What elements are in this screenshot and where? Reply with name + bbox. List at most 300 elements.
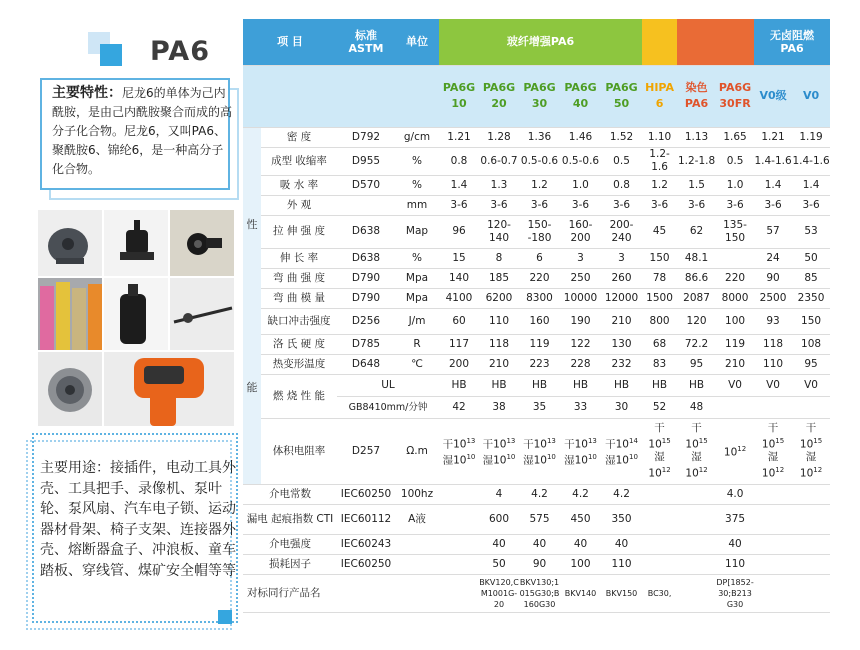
property-name: 弯 曲 强 度 (261, 268, 337, 288)
grade-label: PA6G (718, 81, 752, 94)
property-standard: IEC60250 (337, 554, 395, 574)
property-value: 1500 (642, 288, 677, 308)
features-heading: 主要特性： (52, 85, 122, 101)
property-value (677, 554, 716, 574)
grade-label: PA6 (684, 97, 709, 110)
property-value: 110 (716, 554, 754, 574)
property-row (243, 215, 830, 248)
property-row (243, 127, 830, 147)
property-value: 6 (519, 248, 560, 268)
property-standard: D955 (337, 147, 395, 175)
property-value: 160-200 (560, 215, 601, 248)
property-value: 4.2 (601, 484, 642, 504)
category-label: 性 (246, 217, 258, 231)
property-value: 0.5 (601, 147, 642, 175)
property-name: 洛 氏 硬 度 (261, 334, 337, 354)
color-tubes-photo (38, 278, 102, 350)
property-unit: A液 (395, 504, 439, 534)
benchmark-value (439, 574, 479, 612)
property-value: 1.2 (642, 175, 677, 195)
product-photo-grid (38, 210, 234, 426)
property-value: 10000 (560, 288, 601, 308)
property-value (754, 534, 792, 554)
property-value (439, 484, 479, 504)
property-name: 密 度 (261, 127, 337, 147)
header-unit: 单位 (395, 19, 439, 65)
grade-label: V0 (802, 89, 820, 102)
benchmark-value (792, 574, 830, 612)
property-value: 200-240 (601, 215, 642, 248)
property-name: 拉 伸 强 度 (261, 215, 337, 248)
grade-label: V0级 (759, 89, 787, 102)
property-value: 160 (519, 308, 560, 334)
property-value: 1.65 (716, 127, 754, 147)
property-value: 50 (479, 554, 519, 574)
property-value: 0.6-0.7 (479, 147, 519, 175)
property-standard: D256 (337, 308, 395, 334)
property-value: 600 (479, 504, 519, 534)
property-row (243, 248, 830, 268)
property-value: 3-6 (479, 195, 519, 215)
flame-row (243, 374, 830, 396)
property-value: 38 (479, 396, 519, 418)
property-value: 260 (601, 268, 642, 288)
property-value: 2087 (677, 288, 716, 308)
properties-table-wrapper (243, 19, 830, 613)
property-value (642, 504, 677, 534)
resistivity-value: 干 $10^{15}$ 湿 $10^{12}$ (792, 418, 830, 484)
grade-label: 10 (451, 97, 467, 110)
benchmark-value: BKV140 (560, 574, 601, 612)
property-value: 3-6 (677, 195, 716, 215)
property-value: 53 (792, 215, 830, 248)
property-value (439, 534, 479, 554)
resistivity-value: 干$10^{13}$ 湿$10^{10}$ (479, 418, 519, 484)
property-value: 3 (601, 248, 642, 268)
property-unit: Map (395, 215, 439, 248)
property-value: 0.8 (601, 175, 642, 195)
grade-header (677, 65, 716, 127)
grade-label: 20 (491, 97, 507, 110)
property-value (792, 534, 830, 554)
property-value: 48.1 (677, 248, 716, 268)
grade-header (560, 65, 601, 127)
resistivity-value: 干$10^{14}$ 湿$10^{10}$ (601, 418, 642, 484)
property-value: 8300 (519, 288, 560, 308)
property-value: 2350 (792, 288, 830, 308)
property-value: 42 (439, 396, 479, 418)
property-row (243, 334, 830, 354)
benchmark-value: BKV150 (601, 574, 642, 612)
property-value: 4 (479, 484, 519, 504)
property-value: HB (519, 374, 560, 396)
electrical-row (243, 554, 830, 574)
property-value (754, 396, 792, 418)
property-value (716, 248, 754, 268)
grade-label: 30 (531, 97, 548, 110)
property-name: 外 观 (261, 195, 337, 215)
property-row (243, 147, 830, 175)
header-standard: 标准 ASTM (337, 19, 395, 65)
property-value: 60 (439, 308, 479, 334)
grade-label: 6 (655, 97, 664, 110)
property-value: 6200 (479, 288, 519, 308)
property-value: 1.0 (560, 175, 601, 195)
property-value: 95 (677, 354, 716, 374)
property-value: 1.2-1.8 (677, 147, 716, 175)
property-value: 140 (439, 268, 479, 288)
property-value (439, 554, 479, 574)
property-value: 150 (642, 248, 677, 268)
property-value: 85 (792, 268, 830, 288)
resistivity-value: 干$10^{13}$ 湿$10^{10}$ (560, 418, 601, 484)
property-value: 1.5 (677, 175, 716, 195)
property-unit: Mpa (395, 288, 439, 308)
benchmark-value (754, 574, 792, 612)
property-value: 150 (792, 308, 830, 334)
property-value: 40 (560, 534, 601, 554)
property-value: 83 (642, 354, 677, 374)
property-value: 118 (479, 334, 519, 354)
property-value: 1.3 (479, 175, 519, 195)
property-value (642, 484, 677, 504)
property-value: 220 (519, 268, 560, 288)
grade-label: HIPA (645, 81, 674, 94)
grade-header (716, 65, 754, 127)
property-row (243, 308, 830, 334)
property-value: 1.52 (601, 127, 642, 147)
property-name: 燃 烧 性 能 (261, 374, 337, 418)
resistivity-value: 干 $10^{15}$ 湿 $10^{12}$ (754, 418, 792, 484)
resistivity-value: 干$10^{13}$ 湿$10^{10}$ (519, 418, 560, 484)
grade-header (792, 65, 830, 127)
property-standard: IEC60243 (337, 534, 395, 554)
property-value: HB (601, 374, 642, 396)
property-value: 40 (601, 534, 642, 554)
header-hipa-group (642, 19, 677, 65)
property-value: 48 (677, 396, 716, 418)
property-value: HB (479, 374, 519, 396)
property-value: 45 (642, 215, 677, 248)
property-value: 1.2 (519, 175, 560, 195)
property-value: 228 (560, 354, 601, 374)
benchmark-value: DP[1852-30;B213G30 (716, 574, 754, 612)
decor-square (218, 610, 232, 624)
property-value (754, 504, 792, 534)
property-standard: GB8410mm/分钟 (337, 396, 439, 418)
grade-row-spacer (243, 65, 439, 127)
resistivity-value: 干 $10^{15}$ 湿 $10^{12}$ (642, 418, 677, 484)
category-cell (243, 127, 261, 484)
property-value (642, 554, 677, 574)
property-value: V0 (716, 374, 754, 396)
property-value: 190 (560, 308, 601, 334)
connector-photo (170, 210, 234, 276)
property-value: 100 (716, 308, 754, 334)
property-value: 135-150 (716, 215, 754, 248)
property-unit: Ω.m (395, 418, 439, 484)
page-title: PA6 (150, 36, 210, 67)
property-value: 2500 (754, 288, 792, 308)
property-unit: % (395, 175, 439, 195)
property-name: 漏电 起痕指数 CTI (243, 504, 337, 534)
property-unit: R (395, 334, 439, 354)
property-value: 117 (439, 334, 479, 354)
property-value: 1.28 (479, 127, 519, 147)
grade-label: PA6G (442, 81, 476, 94)
uses-heading: 主要用途： (40, 460, 110, 476)
property-unit: g/cm (395, 127, 439, 147)
property-standard: D790 (337, 268, 395, 288)
property-name: 缺口冲击强度 (261, 308, 337, 334)
property-value: 8000 (716, 288, 754, 308)
grade-label: 40 (572, 97, 589, 110)
property-value: 575 (519, 504, 560, 534)
property-value: 3-6 (560, 195, 601, 215)
property-value: 1.21 (754, 127, 792, 147)
property-name: 对标同行产品名 (243, 574, 439, 612)
grade-header (519, 65, 560, 127)
property-value: 1.0 (716, 175, 754, 195)
property-value: 122 (560, 334, 601, 354)
property-value: 232 (601, 354, 642, 374)
grade-label: PA6G (564, 81, 597, 94)
property-value: 210 (601, 308, 642, 334)
property-unit: % (395, 248, 439, 268)
property-value (642, 534, 677, 554)
property-value: 96 (439, 215, 479, 248)
grade-label: PA6G (523, 81, 556, 94)
property-name: 损耗因子 (243, 554, 337, 574)
property-value (754, 484, 792, 504)
property-standard: D792 (337, 127, 395, 147)
property-row (243, 175, 830, 195)
resistivity-value: $10^{12}$ (716, 418, 754, 484)
property-value (439, 504, 479, 534)
bottle-photo (104, 278, 168, 350)
property-value: 1.4-1.6 (754, 147, 792, 175)
property-standard: D570 (337, 175, 395, 195)
property-row (243, 195, 830, 215)
property-name: 弯 曲 模 量 (261, 288, 337, 308)
property-unit: % (395, 147, 439, 175)
property-value: 95 (792, 354, 830, 374)
plug-part-photo (104, 210, 168, 276)
property-value: 3-6 (519, 195, 560, 215)
property-value: 86.6 (677, 268, 716, 288)
grade-header (601, 65, 642, 127)
property-value: HB (439, 374, 479, 396)
property-standard: D648 (337, 354, 395, 374)
property-unit (395, 534, 439, 554)
property-value: 1.21 (439, 127, 479, 147)
property-value (792, 504, 830, 534)
property-value: 68 (642, 334, 677, 354)
property-value: 62 (677, 215, 716, 248)
grade-label: 染色 (685, 81, 708, 94)
property-value: 93 (754, 308, 792, 334)
property-standard: D638 (337, 215, 395, 248)
property-value: 350 (601, 504, 642, 534)
grade-label: PA6G (482, 81, 516, 94)
header-halogen-free-group: 无卤阻燃 PA6 (754, 19, 830, 65)
property-value: 40 (479, 534, 519, 554)
property-value: 118 (754, 334, 792, 354)
property-standard: D257 (337, 418, 395, 484)
grade-header (642, 65, 677, 127)
property-unit: Mpa (395, 268, 439, 288)
property-unit: 100hz (395, 484, 439, 504)
power-tool-photo (104, 352, 234, 426)
property-value: 1.13 (677, 127, 716, 147)
header-glass-fiber-group: 玻纤增强PA6 (439, 19, 642, 65)
property-standard: UL (337, 374, 439, 396)
benchmark-value: BKV130;1015G30;B160G30 (519, 574, 560, 612)
resistivity-value: 干$10^{13}$ 湿$10^{10}$ (439, 418, 479, 484)
property-value (677, 484, 716, 504)
resistivity-row (243, 418, 830, 484)
property-value: 30 (601, 396, 642, 418)
property-value: 0.8 (439, 147, 479, 175)
grade-row (243, 65, 830, 127)
property-value: 0.5-0.6 (560, 147, 601, 175)
property-unit: mm (395, 195, 439, 215)
features-text (52, 84, 232, 179)
grade-header (754, 65, 792, 127)
property-value: 120-140 (479, 215, 519, 248)
property-value: 110 (601, 554, 642, 574)
property-name: 伸 长 率 (261, 248, 337, 268)
property-value: 200 (439, 354, 479, 374)
benchmark-value: BKV120,CM1001G-20 (479, 574, 519, 612)
property-value: 210 (716, 354, 754, 374)
property-value: 35 (519, 396, 560, 418)
decor-square (100, 44, 122, 66)
property-value: 250 (560, 268, 601, 288)
property-value: 50 (792, 248, 830, 268)
property-name: 介电强度 (243, 534, 337, 554)
property-value: 100 (560, 554, 601, 574)
property-value: 1.4 (754, 175, 792, 195)
grade-header (479, 65, 519, 127)
property-value: 40 (716, 534, 754, 554)
pump-impeller-photo (38, 210, 102, 276)
property-value (792, 396, 830, 418)
property-value: 110 (479, 308, 519, 334)
property-unit (395, 554, 439, 574)
property-value: 0.5 (716, 147, 754, 175)
property-name: 成型 收缩率 (261, 147, 337, 175)
property-value: 12000 (601, 288, 642, 308)
uses-text (40, 458, 236, 581)
property-value: 4.0 (716, 484, 754, 504)
property-name: 体积电阻率 (261, 418, 337, 484)
property-value: 1.2-1.6 (642, 147, 677, 175)
property-value: 3-6 (754, 195, 792, 215)
property-value: 8 (479, 248, 519, 268)
grade-header (439, 65, 479, 127)
header-item: 项 目 (243, 19, 337, 65)
property-value: 119 (716, 334, 754, 354)
property-value (716, 396, 754, 418)
property-value (677, 504, 716, 534)
property-value: 72.2 (677, 334, 716, 354)
property-value: 119 (519, 334, 560, 354)
benchmark-value: BC30, (642, 574, 677, 612)
property-value: 1.19 (792, 127, 830, 147)
benchmark-row (243, 574, 830, 612)
property-value (677, 534, 716, 554)
property-value: 3-6 (716, 195, 754, 215)
property-value: HB (560, 374, 601, 396)
property-value: 450 (560, 504, 601, 534)
property-standard: D790 (337, 288, 395, 308)
grade-label: 50 (613, 97, 630, 110)
property-value (792, 484, 830, 504)
property-value: 223 (519, 354, 560, 374)
grade-label: 30FR (719, 97, 751, 110)
property-standard (337, 195, 395, 215)
resistivity-value: 干 $10^{15}$ 湿 $10^{12}$ (677, 418, 716, 484)
property-row (243, 268, 830, 288)
uses-body: 接插件，电动工具外壳、工具把手、录像机、泵叶轮、泵风扇、汽车电子锁、运动器材骨架、椅子支架、连接器外壳、熔断器盒子、冲浪板、童车踏板、穿线管、煤矿安全帽等等 (40, 460, 236, 579)
fan-impeller-photo (38, 352, 102, 426)
property-value: 3-6 (792, 195, 830, 215)
property-value: 210 (479, 354, 519, 374)
features-body: 尼龙6的单体为己内酰胺，是由己内酰胺聚合而成的高分子化合物。尼龙6，又叫PA6、聚酰胺6、锦纶6，是一种高分子化合物。 (52, 86, 233, 176)
property-unit: ℃ (395, 354, 439, 374)
property-value: 33 (560, 396, 601, 418)
property-value: 3 (560, 248, 601, 268)
property-standard: D785 (337, 334, 395, 354)
property-value: 40 (519, 534, 560, 554)
grade-label: PA6G (605, 81, 638, 94)
property-value: 375 (716, 504, 754, 534)
property-value: 3-6 (601, 195, 642, 215)
property-value: 0.5-0.6 (519, 147, 560, 175)
property-value: HB (642, 374, 677, 396)
property-value: 120 (677, 308, 716, 334)
property-value: 78 (642, 268, 677, 288)
property-name: 介电常数 (243, 484, 337, 504)
property-value: 4.2 (519, 484, 560, 504)
header-orange-group (677, 19, 754, 65)
property-value: 90 (519, 554, 560, 574)
property-value: HB (677, 374, 716, 396)
electrical-row (243, 484, 830, 504)
property-value: 57 (754, 215, 792, 248)
property-value: 108 (792, 334, 830, 354)
property-value: 15 (439, 248, 479, 268)
property-value: V0 (792, 374, 830, 396)
property-value: 52 (642, 396, 677, 418)
property-value: 90 (754, 268, 792, 288)
category-label: 能 (246, 380, 258, 394)
property-unit: J/m (395, 308, 439, 334)
header-row (243, 19, 830, 65)
property-value: 185 (479, 268, 519, 288)
property-value: 3-6 (642, 195, 677, 215)
property-name: 吸 水 率 (261, 175, 337, 195)
electrical-row (243, 534, 830, 554)
property-value: V0 (754, 374, 792, 396)
property-value: 3-6 (439, 195, 479, 215)
property-value (754, 554, 792, 574)
property-value: 1.4 (792, 175, 830, 195)
property-value: 4100 (439, 288, 479, 308)
property-standard: IEC60112 (337, 504, 395, 534)
property-value: 800 (642, 308, 677, 334)
